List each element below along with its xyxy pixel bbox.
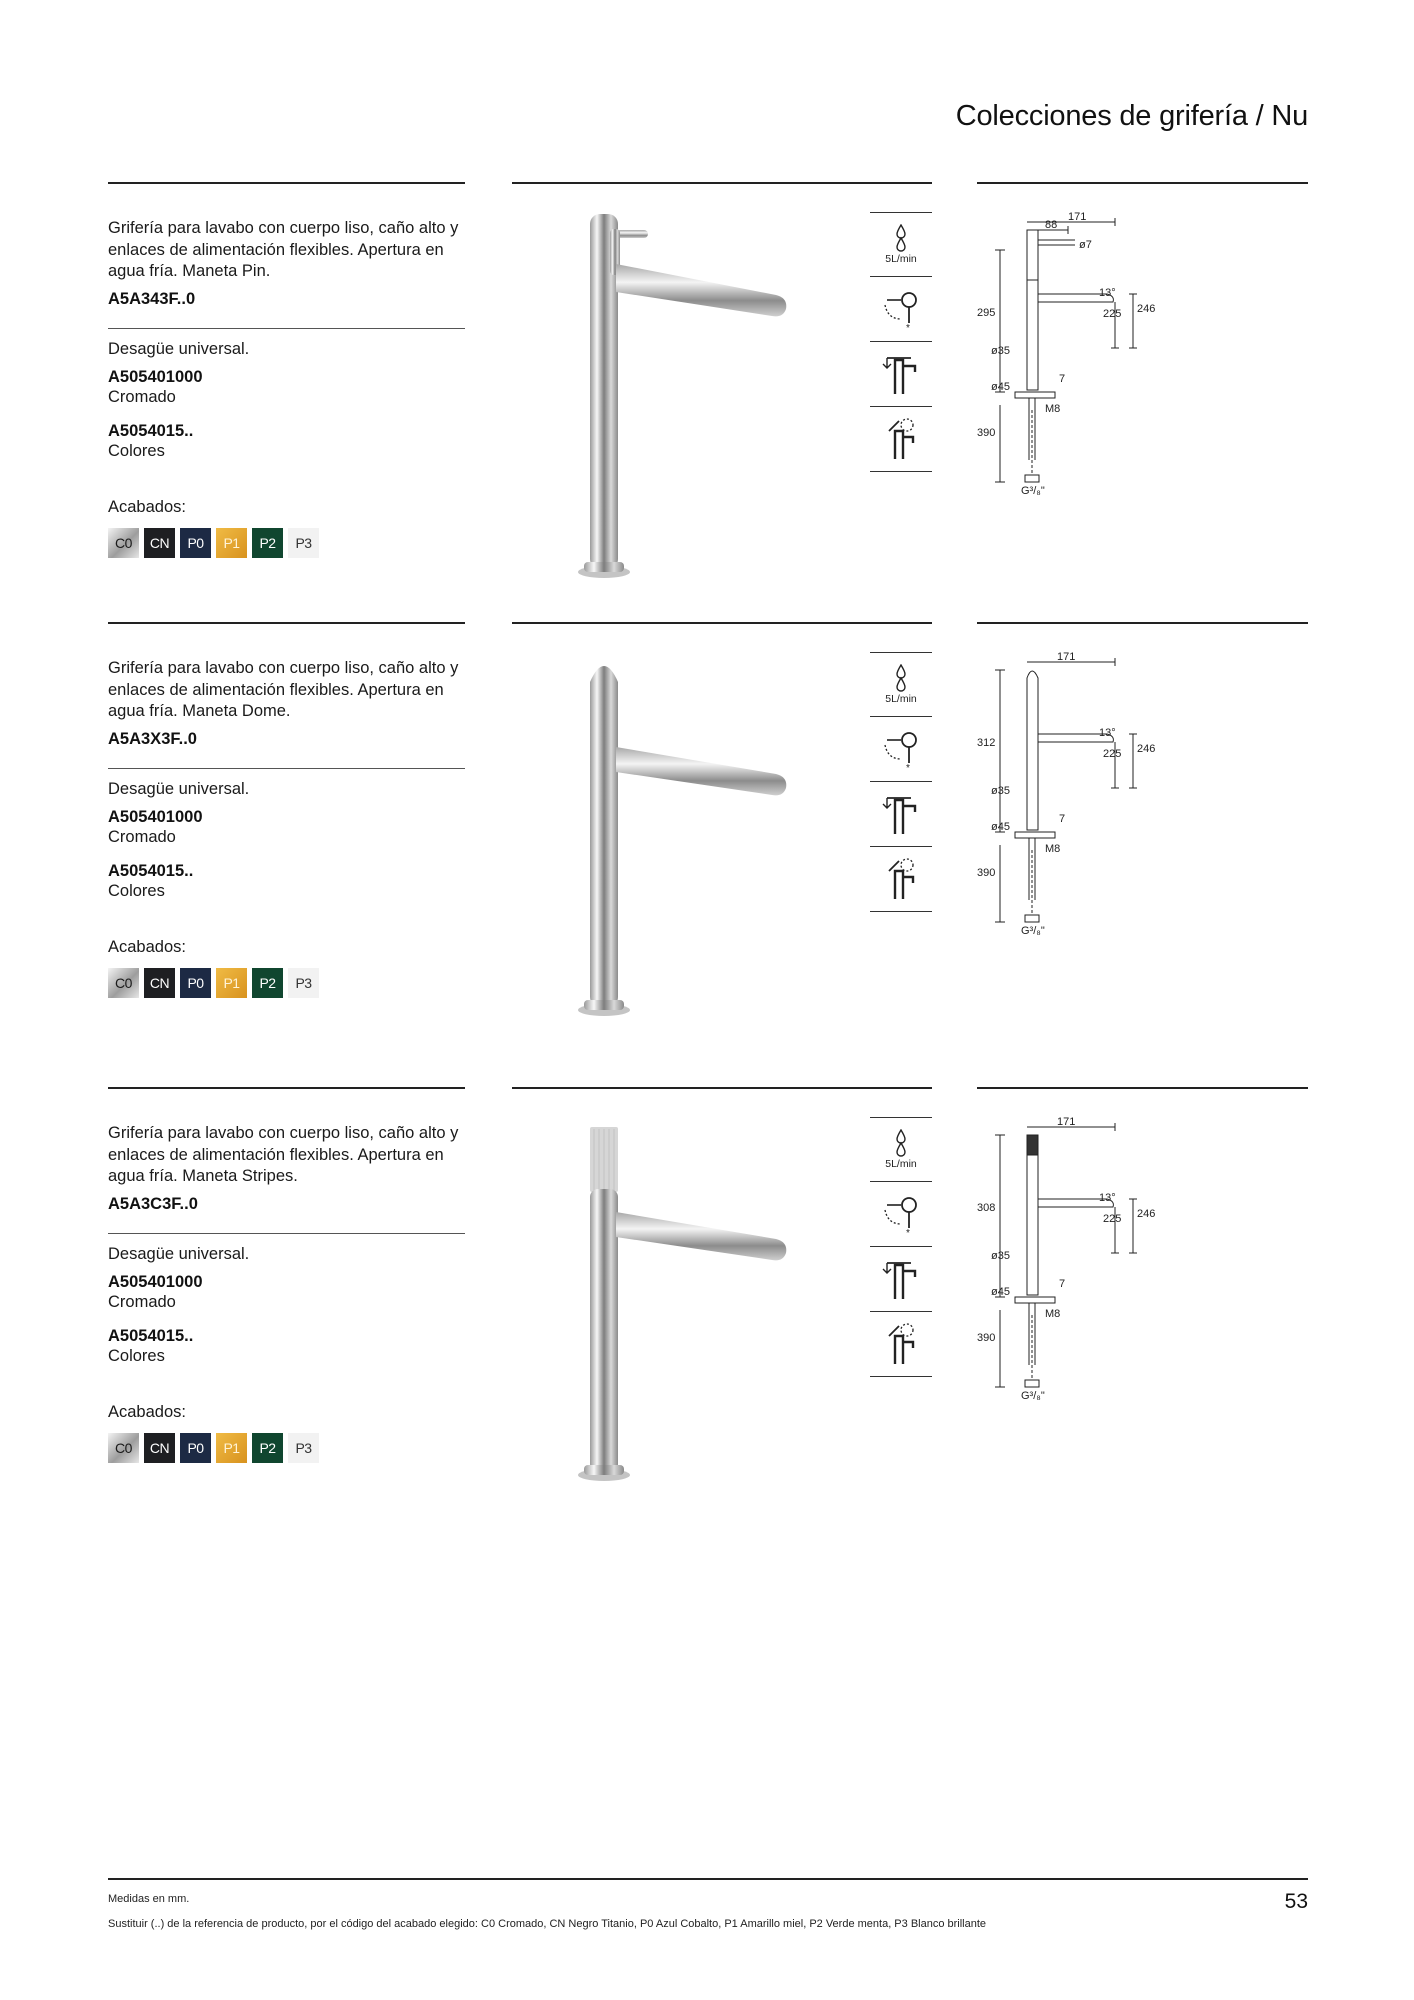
divider xyxy=(108,622,465,624)
finish-swatches xyxy=(108,528,319,558)
footer-divider xyxy=(108,1878,1308,1880)
dim-thread: M8 xyxy=(1045,403,1061,415)
finish-swatch: CN xyxy=(144,528,175,558)
finish-swatches xyxy=(108,1433,319,1463)
dim-base-height: 7 xyxy=(1059,813,1066,825)
finish-swatch: P3 xyxy=(288,1433,319,1463)
divider xyxy=(108,1233,465,1234)
dim-hose: 390 xyxy=(977,1332,996,1344)
divider xyxy=(512,182,932,184)
drain-code-colors: A5054015.. xyxy=(108,1327,194,1345)
divider xyxy=(977,182,1308,184)
dimension-diagram xyxy=(975,210,1175,500)
finish-swatch: P3 xyxy=(288,968,319,998)
technical-drawing xyxy=(975,210,1175,500)
faucet-pin-image xyxy=(506,212,846,587)
page-title: Colecciones de grifería / Nu xyxy=(955,100,1308,132)
finish-substitution-note: Sustituir (..) de la referencia de producto, por el código del acabado elegido: C0 Cromado, CN Negro Titanio, P0 Azul Cobalto, P1 Amarillo miel, P2 Verde menta, P3 Blanco brillante xyxy=(108,1918,987,1930)
flow-rate-feature xyxy=(870,212,932,277)
dimension-diagram xyxy=(975,650,1175,940)
finishes-label: Acabados: xyxy=(108,498,186,516)
cold-water-opening-icon xyxy=(879,285,923,333)
product-reference: A5A3C3F..0 xyxy=(108,1195,198,1213)
dim-body-diameter: ø35 xyxy=(991,1250,1010,1262)
drain-label-chrome: Cromado xyxy=(108,828,176,846)
divider xyxy=(108,182,465,184)
dim-thread: M8 xyxy=(1045,843,1061,855)
faucet-photo xyxy=(506,652,846,1027)
drain-code-colors: A5054015.. xyxy=(108,862,194,880)
product-reference: A5A3X3F..0 xyxy=(108,730,197,748)
drain-label-chrome: Cromado xyxy=(108,388,176,406)
dim-height: 295 xyxy=(977,307,996,319)
faucet-photo xyxy=(506,212,846,587)
drain-title: Desagüe universal. xyxy=(108,780,250,798)
dim-base-diameter: ø45 xyxy=(991,1286,1010,1298)
product-description: Grifería para lavabo con cuerpo liso, caño alto y enlaces de alimentación flexibles. Apertura en agua fría. Maneta Pin. xyxy=(108,219,459,280)
dim-angle: 13° xyxy=(1099,1192,1116,1204)
drain-code-chrome: A505401000 xyxy=(108,808,203,826)
finish-swatch: P2 xyxy=(252,1433,283,1463)
finish-swatch: C0 xyxy=(108,1433,139,1463)
technical-drawing xyxy=(975,1115,1175,1405)
dim-width: 171 xyxy=(1057,651,1076,663)
dim-body-diameter: ø35 xyxy=(991,785,1010,797)
divider xyxy=(512,622,932,624)
svg-text:*: * xyxy=(906,323,910,333)
high-spout-faucet-icon xyxy=(879,790,923,838)
finish-swatch: P2 xyxy=(252,528,283,558)
cold-water-opening-icon xyxy=(879,1190,923,1238)
feature-icons xyxy=(870,652,932,912)
high-spout-faucet-icon xyxy=(879,1255,923,1303)
product-description: Grifería para lavabo con cuerpo liso, caño alto y enlaces de alimentación flexibles. Apertura en agua fría. Maneta Stripes. xyxy=(108,1124,459,1185)
divider xyxy=(977,622,1308,624)
dim-body-diameter: ø35 xyxy=(991,345,1010,357)
dim-handle-diameter: ø7 xyxy=(1079,239,1092,251)
handle-rotation-icon xyxy=(879,1320,923,1368)
dim-connector: G³/₈" xyxy=(1021,925,1045,937)
feature-icons xyxy=(870,1117,932,1377)
product-section xyxy=(0,622,1414,1062)
flow-rate-text: 5L/min xyxy=(885,1158,917,1170)
dim-base-height: 7 xyxy=(1059,1278,1066,1290)
dim-connector: G³/₈" xyxy=(1021,485,1045,497)
product-section xyxy=(0,182,1414,622)
dim-base-diameter: ø45 xyxy=(991,381,1010,393)
finish-swatch: C0 xyxy=(108,968,139,998)
svg-text:*: * xyxy=(906,1228,910,1238)
product-reference: A5A343F..0 xyxy=(108,290,196,308)
dim-angle: 13° xyxy=(1099,727,1116,739)
finish-swatch: P0 xyxy=(180,968,211,998)
product-description: Grifería para lavabo con cuerpo liso, caño alto y enlaces de alimentación flexibles. Apertura en agua fría. Maneta Dome. xyxy=(108,659,459,720)
drain-title: Desagüe universal. xyxy=(108,340,250,358)
dim-total-spout: 246 xyxy=(1137,1208,1156,1220)
drain-label-colors: Colores xyxy=(108,882,165,900)
dim-width: 171 xyxy=(1068,211,1087,223)
dimension-diagram xyxy=(975,1115,1175,1405)
dim-height: 308 xyxy=(977,1202,996,1214)
water-drops-icon xyxy=(893,664,909,692)
dim-base-height: 7 xyxy=(1059,373,1066,385)
dim-hose: 390 xyxy=(977,427,996,439)
high-spout-faucet-icon xyxy=(879,350,923,398)
finish-swatch: P2 xyxy=(252,968,283,998)
dim-total-spout: 246 xyxy=(1137,743,1156,755)
finish-swatch: CN xyxy=(144,1433,175,1463)
dim-spout-height: 225 xyxy=(1103,748,1122,760)
dim-width: 171 xyxy=(1057,1116,1076,1128)
flow-rate-feature xyxy=(870,652,932,717)
flow-rate-text: 5L/min xyxy=(885,253,917,265)
finishes-label: Acabados: xyxy=(108,938,186,956)
finish-swatch: P1 xyxy=(216,528,247,558)
finish-swatch: P1 xyxy=(216,968,247,998)
svg-text:*: * xyxy=(906,763,910,773)
divider xyxy=(108,328,465,329)
cold-water-opening-icon xyxy=(879,725,923,773)
drain-code-colors: A5054015.. xyxy=(108,422,194,440)
dim-spout-height: 225 xyxy=(1103,308,1122,320)
finish-swatch: P0 xyxy=(180,1433,211,1463)
handle-rotation-icon xyxy=(879,855,923,903)
dim-thread: M8 xyxy=(1045,1308,1061,1320)
finish-swatch: CN xyxy=(144,968,175,998)
drain-label-colors: Colores xyxy=(108,1347,165,1365)
product-section xyxy=(0,1087,1414,1527)
finish-swatch: P0 xyxy=(180,528,211,558)
finish-swatches xyxy=(108,968,319,998)
finish-swatch: C0 xyxy=(108,528,139,558)
feature-icons xyxy=(870,212,932,472)
divider xyxy=(977,1087,1308,1089)
dim-angle: 13° xyxy=(1099,287,1116,299)
faucet-stripes-image xyxy=(506,1117,846,1492)
faucet-photo xyxy=(506,1117,846,1492)
finish-swatch: P3 xyxy=(288,528,319,558)
technical-drawing xyxy=(975,650,1175,940)
dim-offset: 88 xyxy=(1045,219,1058,231)
dim-hose: 390 xyxy=(977,867,996,879)
faucet-dome-image xyxy=(506,652,846,1027)
drain-code-chrome: A505401000 xyxy=(108,1273,203,1291)
page-number: 53 xyxy=(1284,1890,1308,1913)
dim-connector: G³/₈" xyxy=(1021,1390,1045,1402)
dim-total-spout: 246 xyxy=(1137,303,1156,315)
finishes-label: Acabados: xyxy=(108,1403,186,1421)
measurements-note: Medidas en mm. xyxy=(108,1893,190,1905)
dim-height: 312 xyxy=(977,737,996,749)
drain-label-chrome: Cromado xyxy=(108,1293,176,1311)
flow-rate-text: 5L/min xyxy=(885,693,917,705)
flow-rate-feature xyxy=(870,1117,932,1182)
divider xyxy=(512,1087,932,1089)
divider xyxy=(108,1087,465,1089)
finish-swatch: P1 xyxy=(216,1433,247,1463)
divider xyxy=(108,768,465,769)
dim-spout-height: 225 xyxy=(1103,1213,1122,1225)
dim-base-diameter: ø45 xyxy=(991,821,1010,833)
handle-rotation-icon xyxy=(879,415,923,463)
drain-label-colors: Colores xyxy=(108,442,165,460)
water-drops-icon xyxy=(893,224,909,252)
drain-title: Desagüe universal. xyxy=(108,1245,250,1263)
drain-code-chrome: A505401000 xyxy=(108,368,203,386)
water-drops-icon xyxy=(893,1129,909,1157)
